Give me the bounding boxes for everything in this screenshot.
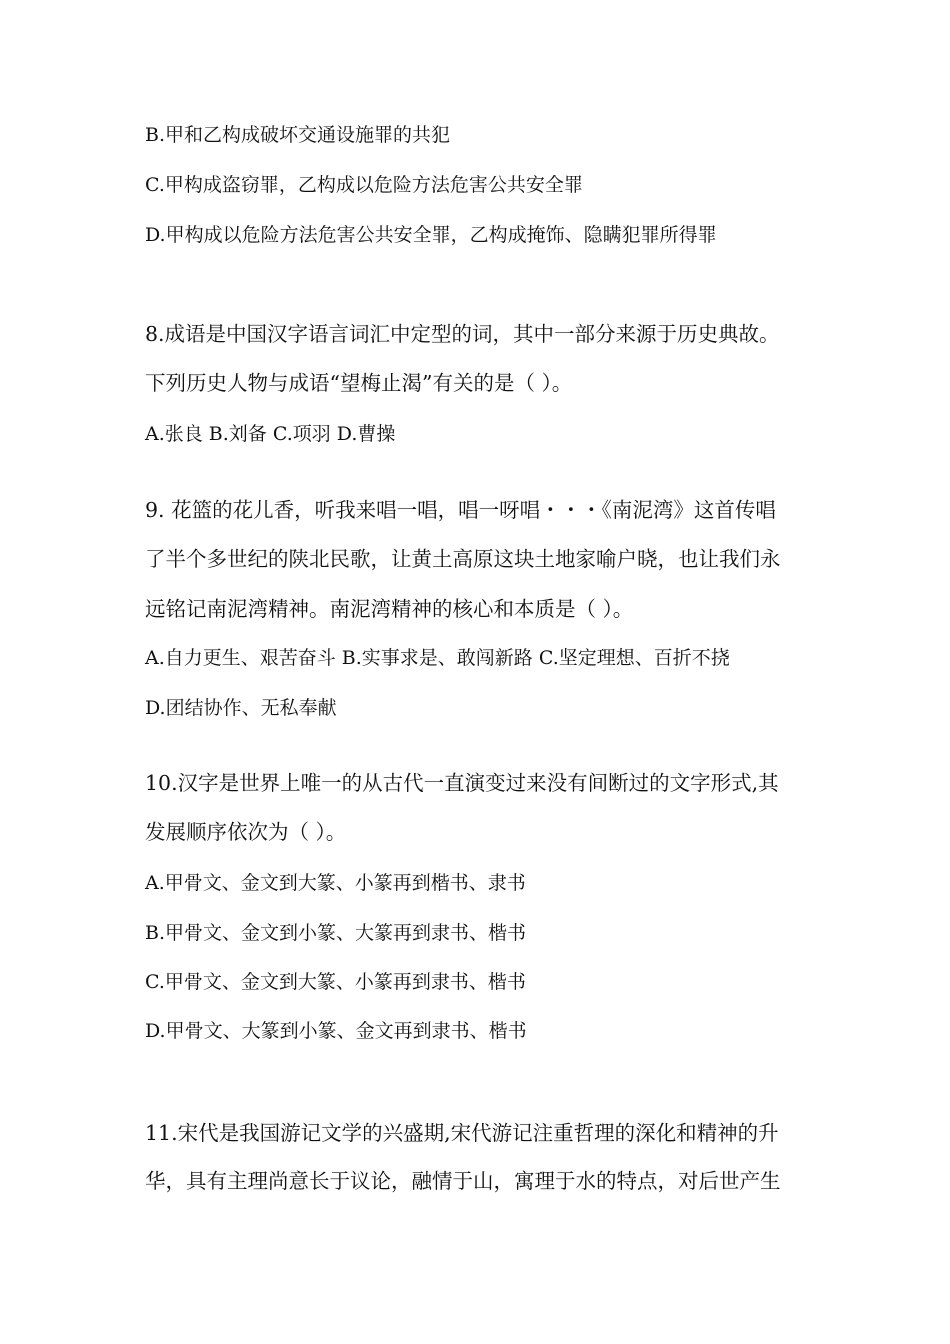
q10-stem-line-2: 发展顺序依次为（ ）。 [145,820,347,844]
q11-stem-line-2: 华，具有主理尚意长于议论，融情于山，寓理于水的特点，对后世产生 [145,1169,781,1193]
q9-stem-line-1: 9. 花篮的花儿香，听我来唱一唱，唱一呀唱・・・《南泥湾》这首传唱 [145,498,776,522]
q8-stem-line-2: 下列历史人物与成语“望梅止渴”有关的是（ ）。 [145,371,573,395]
q7-option-c: C.甲构成盗窃罪，乙构成以危险方法危害公共安全罪 [145,174,583,196]
q8-stem-line-1: 8.成语是中国汉字语言词汇中定型的词，其中一部分来源于历史典故。 [145,322,780,346]
q10-stem-line-1: 10.汉字是世界上唯一的从古代一直演变过来没有间断过的文字形式,其 [145,771,779,795]
q8-options: A.张良 B.刘备 C.项羽 D.曹操 [145,423,396,445]
q10-option-a: A.甲骨文、金文到大篆、小篆再到楷书、隶书 [145,872,526,894]
q10-option-b: B.甲骨文、金文到小篆、大篆再到隶书、楷书 [145,922,527,944]
q10-option-c: C.甲骨文、金文到大篆、小篆再到隶书、楷书 [145,971,526,993]
q7-option-b: B.甲和乙构成破坏交通设施罪的共犯 [145,124,451,146]
q9-options-line-2: D.团结协作、无私奉献 [145,697,337,719]
q9-stem-line-2: 了半个多世纪的陕北民歌，让黄土高原这块土地家喻户晓，也让我们永 [145,547,781,571]
q7-option-d: D.甲构成以危险方法危害公共安全罪，乙构成掩饰、隐瞒犯罪所得罪 [145,224,717,246]
q10-option-d: D.甲骨文、大篆到小篆、金文再到隶书、楷书 [145,1020,527,1042]
q11-stem-line-1: 11.宋代是我国游记文学的兴盛期,宋代游记注重哲理的深化和精神的升 [145,1121,779,1145]
q9-options-line-1: A.自力更生、艰苦奋斗 B.实事求是、敢闯新路 C.坚定理想、百折不挠 [145,647,730,669]
q9-stem-line-3: 远铭记南泥湾精神。南泥湾精神的核心和本质是（ ）。 [145,597,634,621]
